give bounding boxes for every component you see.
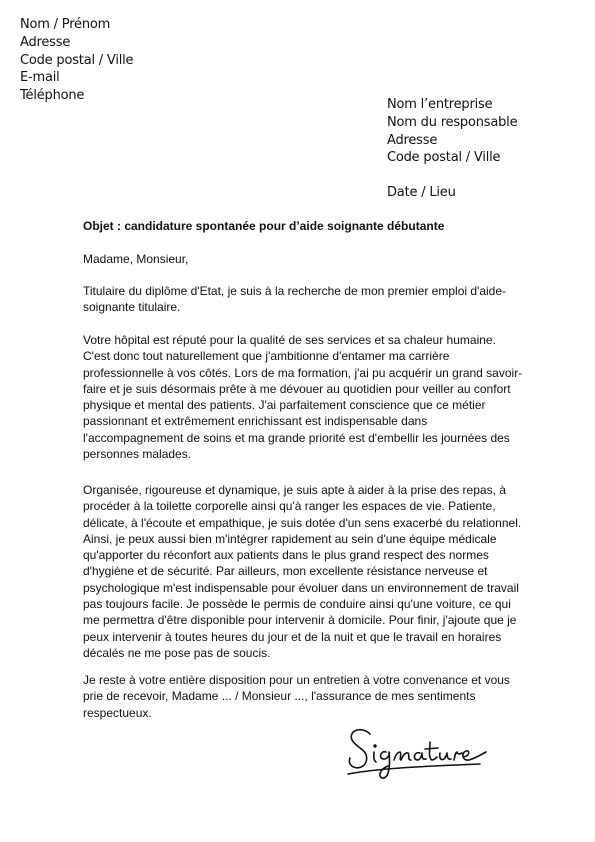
date-place: Date / Lieu: [387, 185, 456, 200]
recipient-company: Nom l’entreprise: [387, 97, 493, 112]
recipient-manager: Nom du responsable: [387, 114, 518, 130]
letter-greeting: Madame, Monsieur,: [83, 252, 189, 266]
recipient-postal-city: Code postal / Ville: [387, 150, 501, 166]
sender-block: [20, 16, 133, 105]
sender-address: Adresse: [20, 34, 71, 50]
letter-paragraph-1: Titulaire du diplôme d'Etat, je suis à la recherche de mon premier emploi d'aide-soignante titulaire.: [83, 284, 507, 315]
recipient-block: [387, 96, 517, 167]
letter-paragraph-2: Votre hôpital est réputé pour la qualité de ses services et sa chaleur humaine. C'est donc tout naturellement que j'ambitionne d'entamer ma carrière professionnelle à vos côtés. Lors de ma formation, j'ai pu acquérir un grand savoir-faire et je suis désormais prête à me dévouer au quotidien pour veiller au confort physique et mental des patients. J'ai parfaitement conscience que ce métier passionnant et extrêmement enrichissant est indispensable dans l'accompagnement de soins et ma grande priorité est d'embellir les journées des personnes malades.: [83, 333, 523, 462]
sender-name: Nom / Prénom: [20, 17, 111, 32]
letter-paragraph-3: Organisée, rigoureuse et dynamique, je suis apte à aider à la prise des repas, à procéder à la toilette corporelle ainsi qu'à ranger les espaces de vie. Patiente, délicate, à l'écoute et empathique, je suis dotée d'un sens exacerbé du relationnel. Ainsi, je peux aussi bien m'intégrer rapidement au sein d'une équipe médicale qu'apporter du réconfort aux patients dans le plus grand respect des normes d'hygiène et de sécurité. Par ailleurs, mon excellente résistance nerveuse et psychologique m'est indispensable pour évoluer dans un environnement de travail pas toujours facile. Je possède le permis de conduire ainsi qu'une voiture, ce qui me permettra d'être disponible pour intervenir à domicile. Pour finir, j'ajoute que je peux intervenir à toutes heures du jour et de la nuit et que le travail en horaires décalés ne me pose pas de soucis.: [83, 483, 522, 660]
letter-paragraph-4: Je reste à votre entière disposition pour un entretien à votre convenance et vous prie de recevoir, Madame ... / Monsieur ..., l'assurance de mes sentiments respectueux.: [83, 673, 510, 720]
sender-postal-city: Code postal / Ville: [20, 52, 134, 68]
sender-email: E-mail: [20, 70, 60, 86]
sender-phone: Téléphone: [20, 88, 85, 104]
letter-subject: Objet : candidature spontanée pour d’aide soignante débutante: [83, 219, 445, 233]
handwritten-signature: [340, 722, 500, 784]
recipient-address: Adresse: [387, 132, 438, 148]
